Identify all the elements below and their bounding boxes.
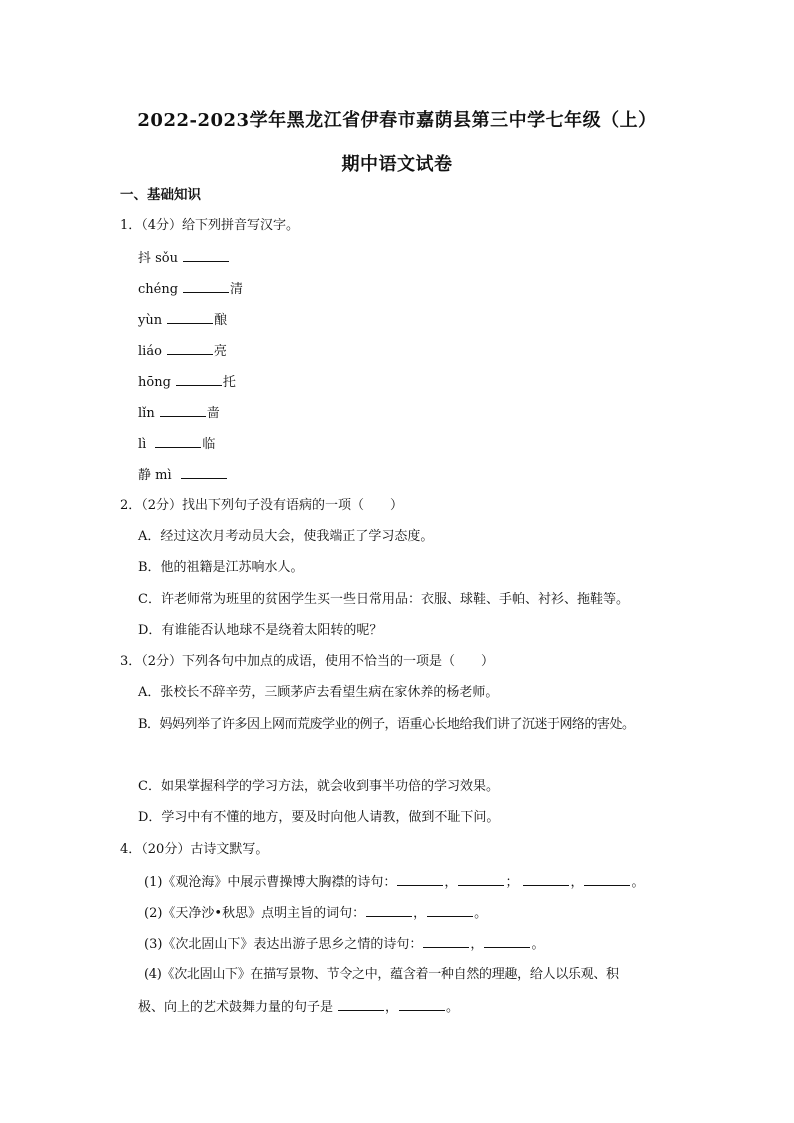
q4-sub3: (3)《次北固山下》表达出游子思乡之情的诗句： ， 。 [144,934,544,954]
exam-title-line2: 期中语文试卷 [341,154,453,175]
q4-stem: 4．（20分）古诗文默写。 [120,842,269,857]
q1-item: liáo 亮 [138,341,227,361]
q3-stem: 3．（2分）下列各句中加点的成语，使用不恰当的一项是（ ） [120,654,495,669]
answer-blank[interactable] [181,465,227,479]
q1-item-pinyin: lì [138,437,147,452]
q1-item-pinyin: 静 mì [138,468,172,483]
answer-blank[interactable] [397,872,443,886]
q1-item-pinyin: 抖 sǒu [138,251,179,266]
answer-blank[interactable] [366,903,412,917]
q1-item-pinyin: hōng [138,375,171,390]
q4-sub4-line2: 极、向上的艺术鼓舞力量的句子是 ， 。 [138,997,459,1017]
q1-item-pinyin: liáo [138,344,162,359]
answer-blank[interactable] [155,434,201,448]
q2-stem: 2．（2分）找出下列句子没有语病的一项（ ） [120,498,404,513]
q3-option-a: A．张校长不辞辛劳，三顾茅庐去看望生病在家休养的杨老师。 [138,685,499,700]
q3-option-d: D．学习中有不懂的地方，要及时向他人请教，做到不耻下问。 [138,810,500,825]
answer-blank[interactable] [167,341,213,355]
q1-item-pinyin: chéng [138,282,179,297]
q1-item: yùn 酿 [138,310,227,330]
answer-blank[interactable] [183,279,229,293]
q3-option-b: B．妈妈列举了许多因上网而荒废学业的例子，语重心长地给我们讲了沉迷于网络的害处。 [138,717,635,732]
q4-sub4-line1: (4)《次北固山下》在描写景物、节令之中，蕴含着一种自然的理趣，给人以乐观、积 [144,967,619,982]
q1-item: hōng 托 [138,372,236,392]
answer-blank[interactable] [427,903,473,917]
answer-blank[interactable] [160,403,206,417]
q1-item-pinyin: lǐn [138,406,155,421]
q1-item [138,465,228,485]
answer-blank[interactable] [458,872,504,886]
exam-title-line1: 2022-2023学年黑龙江省伊春市嘉荫县第三中学七年级（上） [137,110,657,131]
answer-blank[interactable] [523,872,569,886]
answer-blank[interactable] [584,872,630,886]
answer-blank[interactable] [167,310,213,324]
q2-option-c: C．许老师常为班里的贫困学生买一些日常用品：衣服、球鞋、手帕、衬衫、拖鞋等。 [138,592,629,607]
answer-blank[interactable] [176,372,222,386]
q1-item [138,248,230,268]
answer-blank[interactable] [338,997,384,1011]
answer-blank[interactable] [183,248,229,262]
q1-item-pinyin: yùn [138,313,163,328]
q2-option-a: A．经过这次月考动员大会，使我端正了学习态度。 [138,529,434,544]
answer-blank[interactable] [423,934,469,948]
q1-stem: 1．（4分）给下列拼音写汉字。 [120,218,300,233]
q1-item: lǐn 啬 [138,403,220,423]
q2-option-b: B．他的祖籍是江苏响水人。 [138,560,304,575]
q1-item: chéng 清 [138,279,243,299]
q4-sub2: (2)《天净沙•秋思》点明主旨的词句： ， 。 [144,903,487,923]
q2-option-d: D．有谁能否认地球不是绕着太阳转的呢？ [138,623,383,638]
q4-sub1: (1)《观沧海》中展示曹操博大胸襟的诗句： ， ； ， 。 [144,872,644,892]
answer-blank[interactable] [399,997,445,1011]
q3-option-c: C．如果掌握科学的学习方法，就会收到事半功倍的学习效果。 [138,779,499,794]
answer-blank[interactable] [484,934,530,948]
q1-item: lì 临 [138,434,215,454]
section-heading: 一、基础知识 [120,187,201,203]
